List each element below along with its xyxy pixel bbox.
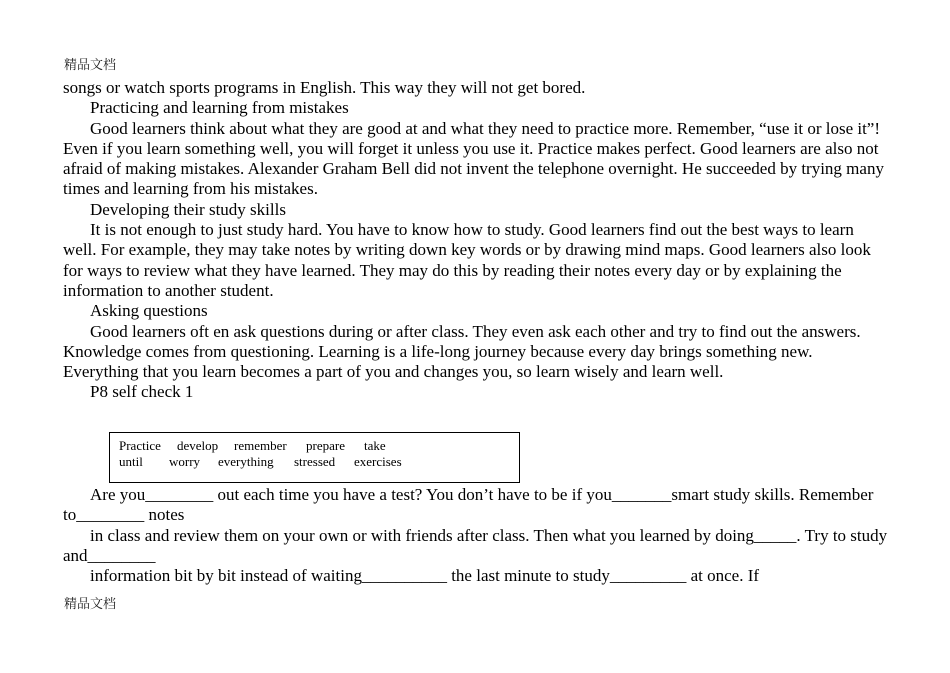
exercise-heading: P8 self check 1 (90, 382, 194, 402)
word-bank-item: take (364, 438, 386, 453)
section-heading-asking-questions: Asking questions (90, 301, 208, 321)
word-bank-item: until (119, 454, 143, 469)
document-body-top (63, 78, 889, 403)
footer-watermark-text: 精品文档 (64, 597, 117, 612)
exercise-paragraph: in class and review them on your own or with friends after class. Then what you learned by doing_____. Try to study and________ (63, 525, 888, 565)
exercise-paragraph: Are you________ out each time you have a test? You don’t have to be if you_______smart study skills. Remember to________ notes (63, 485, 874, 525)
paragraph-continuation: songs or watch sports programs in English. This way they will not get bored. (63, 78, 586, 97)
paragraph-asking-questions: Good learners oft en ask questions during or after class. They even ask each other and try to find out the answers. Knowledge comes from questioning. Learning is a life-long journey because every day brings something new. Everything that you learn becomes a part of you and changes you, so learn wisely and learn well. (63, 321, 861, 382)
word-bank-item: worry (169, 454, 201, 469)
word-bank-item: stressed (294, 454, 336, 469)
section-heading-practicing: Practicing and learning from mistakes (90, 98, 349, 118)
word-bank-row (119, 438, 519, 454)
paragraph-study-skills: It is not enough to just study hard. You have to know how to study. Good learners find out the best ways to learn well. For example, they may take notes by writing down key words or by drawing mind maps. Good learners also look for ways to review what they have learned. They may do this by reading their notes every day or by explaining the information to another student. (63, 220, 871, 300)
header-watermark-text: 精品文档 (64, 58, 117, 73)
section-heading-study-skills: Developing their study skills (90, 199, 286, 219)
word-bank-row (119, 454, 519, 470)
word-bank-item: prepare (306, 438, 345, 453)
document-body-bottom (63, 485, 889, 586)
word-bank-box (109, 432, 520, 483)
word-bank-item: Practice (119, 438, 161, 453)
word-bank-item: exercises (354, 454, 402, 469)
word-bank-item: everything (218, 454, 274, 469)
exercise-paragraph: information bit by bit instead of waiting__________ the last minute to study_________ at once. If (90, 566, 760, 586)
word-bank-item: remember (234, 438, 287, 453)
paragraph-practicing: Good learners think about what they are good at and what they need to practice more. Remember, “use it or lose it”! Even if you learn something well, you will forget it unless you use it. Practice makes perfect. Good learners are also not afraid of making mistakes. Alexander Graham Bell did not invent the telephone overnight. He succeeded by trying many times and learning from his mistakes. (63, 118, 884, 199)
word-bank-item: develop (177, 438, 219, 453)
